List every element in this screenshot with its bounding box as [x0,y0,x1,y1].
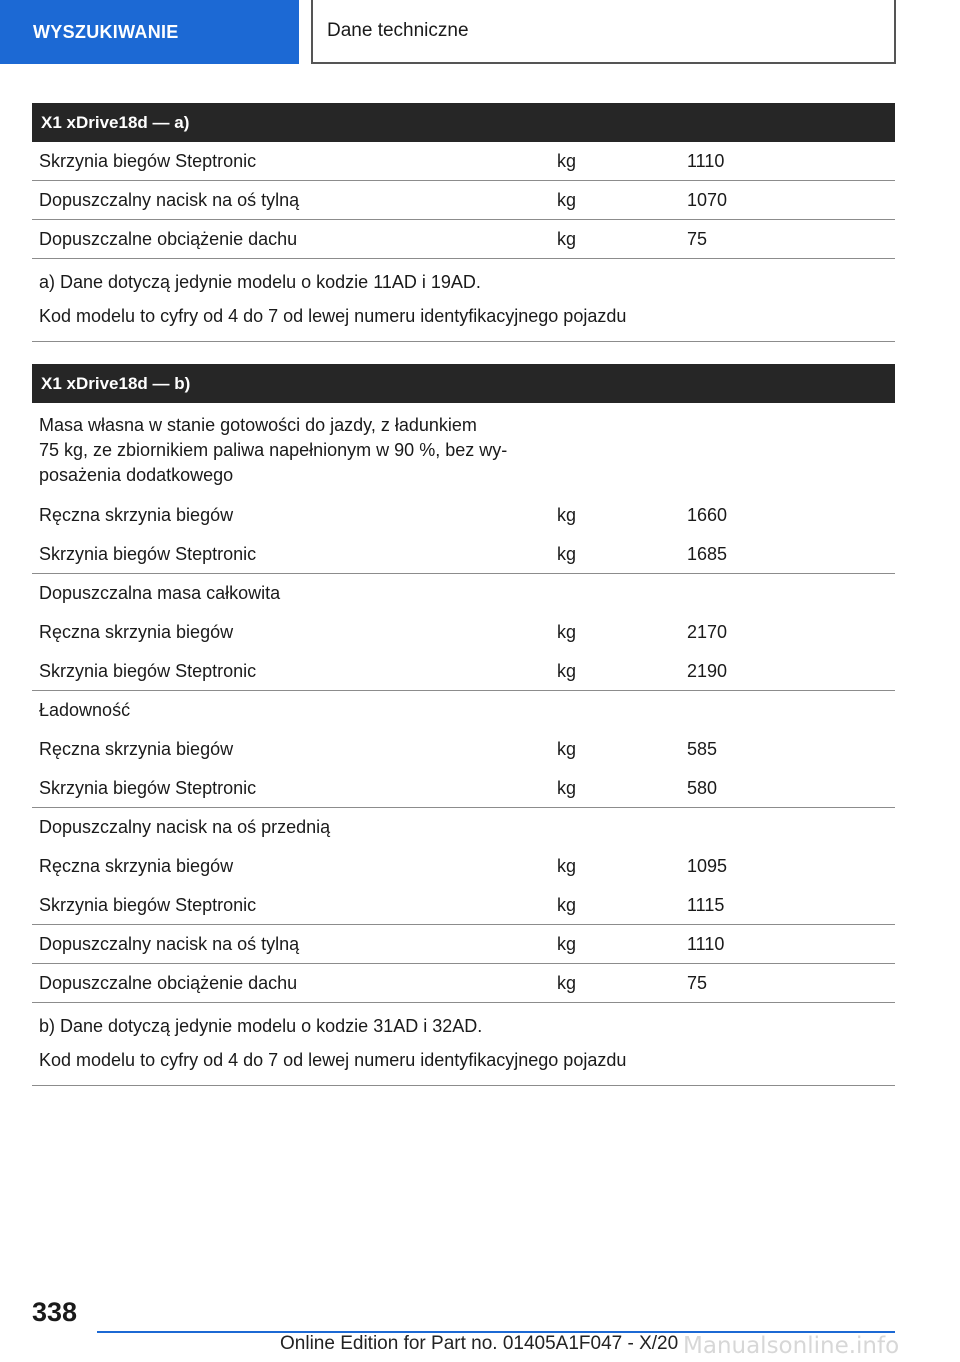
table-row [32,142,895,181]
page-number: 338 [32,1297,78,1327]
mass-heading-line: 75 kg, ze zbiornikiem paliwa napełnionym w 90 %, bez wy- [39,440,508,460]
table-b-title: X1 xDrive18d — b) [32,364,895,403]
front-axle-heading-row [32,808,895,847]
footnote-line: b) Dane dotyczą jedynie modelu o kodzie 31AD i 32AD. [39,1016,483,1036]
row-unit: kg [557,150,577,171]
row-label: Dopuszczalne obciążenie dachu [39,972,298,993]
table-row [32,535,895,574]
table-row [32,220,895,259]
table-a-title: X1 xDrive18d — a) [32,103,895,142]
row-unit: kg [557,972,577,993]
row-unit: kg [557,660,577,681]
row-value: 2190 [687,660,728,681]
row-value: 1095 [687,856,728,876]
row-unit: kg [557,189,577,210]
row-label: Skrzynia biegów Steptronic [39,543,257,564]
footnote-line: Kod modelu to cyfry od 4 do 7 od lewej numeru identyfikacyjnego pojazdu [39,1050,627,1070]
row-value: 580 [687,777,718,798]
row-unit: kg [557,505,577,525]
top-bar [0,0,960,66]
table-row [32,769,895,808]
gross-heading: Dopuszczalna masa całkowita [39,583,281,603]
table-row [32,964,895,1003]
table-row [32,613,895,652]
row-value: 75 [687,972,708,993]
row-unit: kg [557,856,577,876]
row-label: Ręczna skrzynia biegów [39,856,234,876]
gross-heading-row [32,574,895,613]
table-row [32,925,895,964]
row-value: 1070 [687,189,728,210]
edition-text: Online Edition for Part no. 01405A1F047 - X/20 [280,1333,679,1354]
mass-heading [32,413,548,488]
row-label: Ręczna skrzynia biegów [39,505,234,525]
row-label: Ręczna skrzynia biegów [39,739,234,759]
row-unit: kg [557,543,577,564]
table-a-footnote [32,259,895,342]
row-label: Dopuszczalny nacisk na oś tylną [39,189,300,210]
spec-table-b [32,364,895,1086]
row-unit: kg [557,228,577,249]
payload-heading: Ładowność [39,700,131,720]
spec-table-a [32,103,895,342]
row-label: Ręczna skrzynia biegów [39,622,234,642]
table-row [32,730,895,769]
mass-heading-row [32,403,895,496]
table-row [32,847,895,886]
mass-heading-line: posażenia dodatkowego [39,465,234,485]
row-value: 1685 [687,543,728,564]
row-value: 585 [687,739,718,759]
payload-heading-row [32,691,895,730]
table-row [32,181,895,220]
row-unit: kg [557,933,577,954]
row-value: 1110 [687,933,725,954]
table-row [32,886,895,925]
row-value: 1110 [687,150,725,171]
search-button[interactable]: WYSZUKIWANIE [0,0,299,64]
row-label: Skrzynia biegów Steptronic [39,894,257,915]
row-label: Skrzynia biegów Steptronic [39,150,257,171]
row-unit: kg [557,739,577,759]
mass-heading-line: Masa własna w stanie gotowości do jazdy, z ładunkiem [39,415,477,435]
row-value: 1660 [687,505,728,525]
row-value: 2170 [687,622,728,642]
row-label: Dopuszczalne obciążenie dachu [39,228,298,249]
row-value: 75 [687,228,708,249]
watermark: Manualsonline.info [683,1333,900,1359]
row-unit: kg [557,894,577,915]
row-label: Skrzynia biegów Steptronic [39,660,257,681]
row-unit: kg [557,622,577,642]
row-label: Skrzynia biegów Steptronic [39,777,257,798]
row-unit: kg [557,777,577,798]
footnote-line: a) Dane dotyczą jedynie modelu o kodzie 11AD i 19AD. [39,272,481,292]
row-value: 1115 [687,894,725,915]
front-axle-heading: Dopuszczalny nacisk na oś przednią [39,817,331,837]
table-row [32,496,895,535]
table-b-footnote [32,1003,895,1086]
table-row [32,652,895,691]
footnote-line: Kod modelu to cyfry od 4 do 7 od lewej numeru identyfikacyjnego pojazdu [39,306,627,326]
row-label: Dopuszczalny nacisk na oś tylną [39,933,300,954]
section-title-tab[interactable]: Dane techniczne [311,0,896,64]
